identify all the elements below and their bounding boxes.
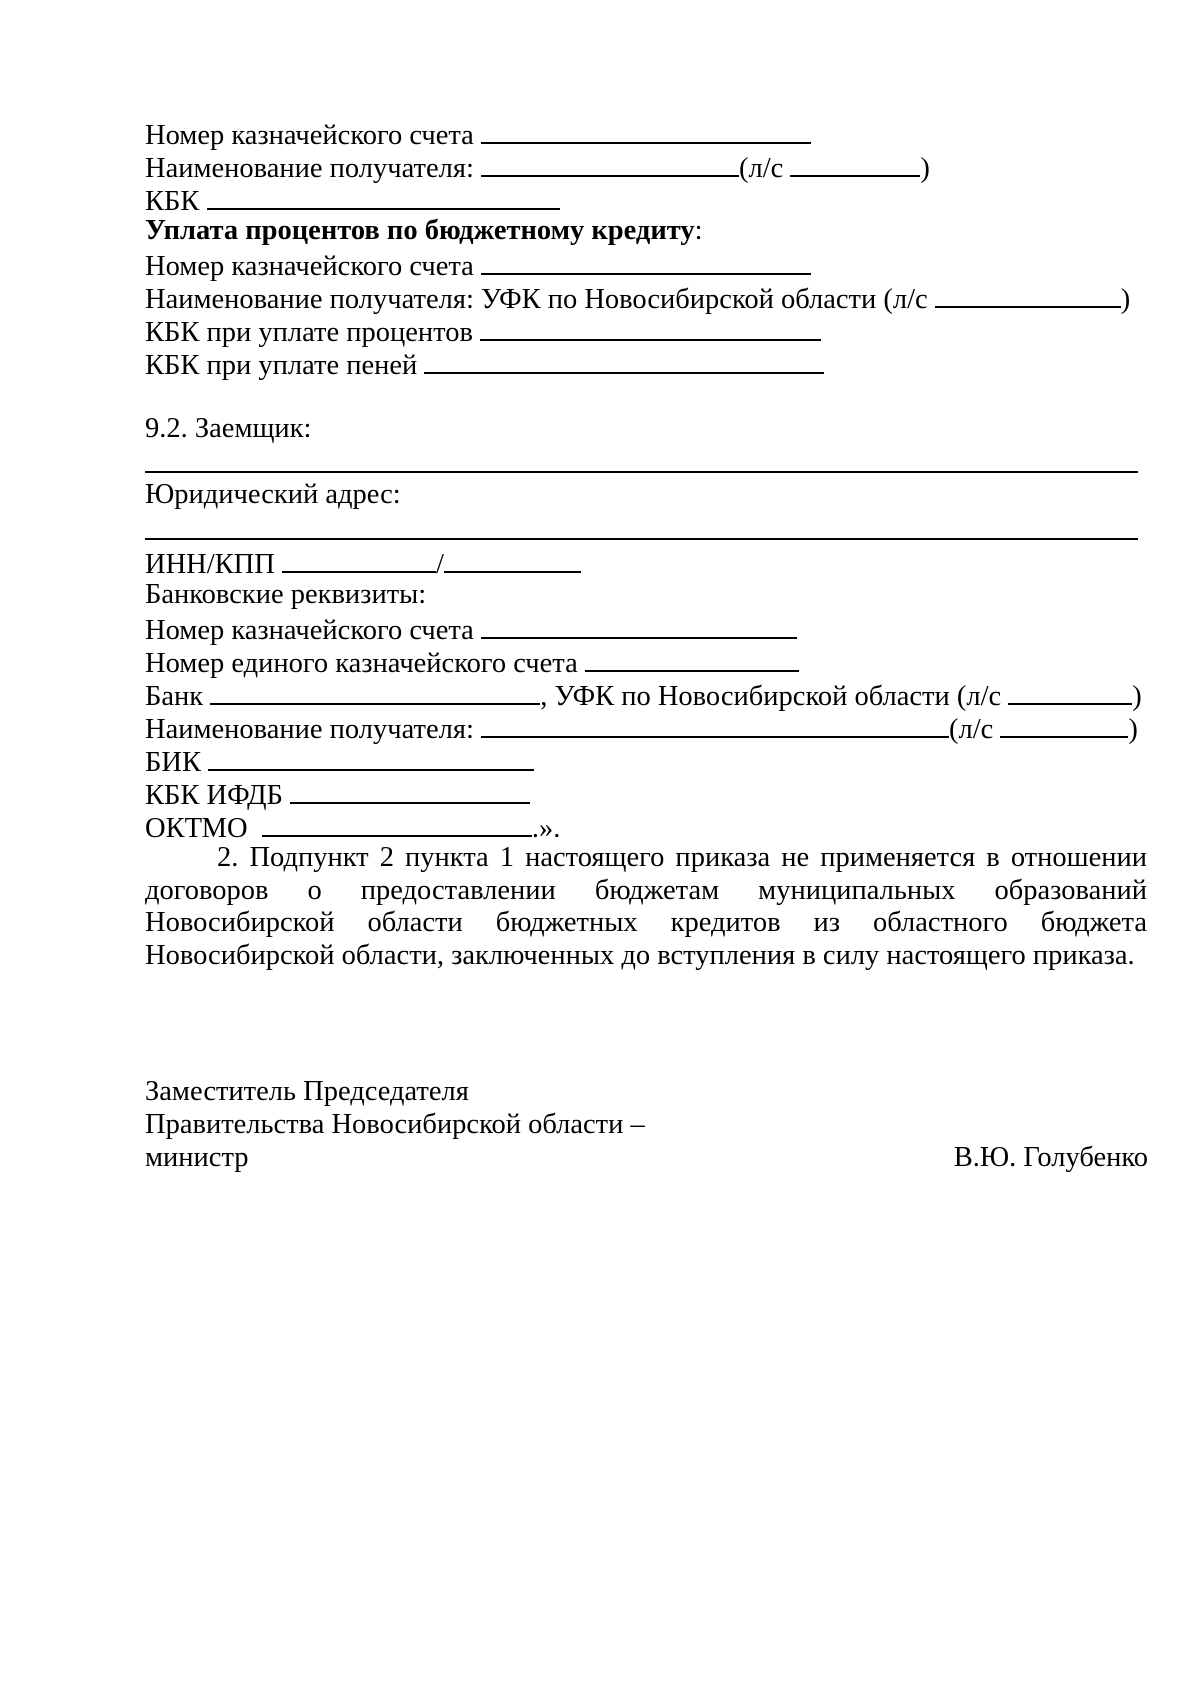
legal-address-rule — [145, 538, 1138, 540]
interest-ls-field — [935, 280, 1121, 308]
interest-recipient-label: Наименование получателя: УФК по Новосибирской области (л/с — [145, 284, 928, 315]
borrower-treasury-account-label: Номер казначейского счета — [145, 615, 474, 646]
kbk-label: КБК — [145, 186, 200, 217]
borrower-recipient-label: Наименование получателя: — [145, 714, 474, 745]
oktmo-label: ОКТМО — [145, 813, 248, 844]
treasury-account-label: Номер казначейского счета — [145, 120, 474, 151]
borrower-ls-field — [1000, 710, 1128, 738]
interest-heading-line — [145, 214, 703, 248]
interest-treasury-account-line — [145, 247, 811, 284]
kbk-penalty-field — [424, 346, 824, 374]
borrower-ls-open: (л/с — [949, 714, 994, 745]
signatory-name: В.Ю. Голубенко — [953, 1142, 1148, 1173]
kbk-ifdb-label: КБК ИФДБ — [145, 780, 283, 811]
kbk-field — [207, 182, 560, 210]
inn-kpp-slash: / — [435, 549, 444, 580]
bank-ls-close: ) — [1132, 681, 1142, 712]
oktmo-field — [262, 809, 532, 837]
unified-treasury-account-field — [585, 644, 799, 672]
bank-details-line — [145, 578, 426, 612]
signature-line-3: министр — [145, 1142, 249, 1173]
kbk-ifdb-field — [290, 776, 530, 804]
borrower-treasury-account-line — [145, 611, 797, 648]
oktmo-line — [145, 809, 560, 846]
borrower-heading-line — [145, 412, 311, 446]
kbk-interest-field — [480, 313, 821, 341]
legal-address-line — [145, 478, 401, 512]
inn-kpp-label: ИНН/КПП — [145, 549, 275, 580]
bank-details-label: Банковские реквизиты: — [145, 579, 427, 610]
bank-field — [210, 677, 540, 705]
interest-ls-close: ) — [1120, 284, 1131, 315]
interest-treasury-account-label: Номер казначейского счета — [145, 251, 474, 282]
kbk-interest-label: КБК при уплате процентов — [145, 317, 473, 348]
kbk-interest-line — [145, 313, 821, 350]
recipient-name-field — [481, 149, 739, 177]
ls-open-label: (л/с — [739, 153, 784, 184]
paragraph-2: 2. Подпункт 2 пункта 1 настоящего приказа не применяется в отношении договоров о предоставлении бюджетам муниципальных образований Новосибирской области бюджетных кредитов из областного бюджета Новосибирской области, заключенных до вступления в силу настоящего приказа. — [145, 842, 1147, 971]
legal-address-label: Юридический адрес: — [145, 479, 401, 510]
signature-line-1: Заместитель Председателя — [145, 1076, 469, 1107]
interest-treasury-account-field — [481, 247, 811, 275]
bik-field — [208, 743, 534, 771]
signature-line-2: Правительства Новосибирской области – — [145, 1109, 645, 1140]
kpp-field — [444, 545, 581, 573]
inn-kpp-line — [145, 545, 581, 582]
unified-treasury-account-line — [145, 644, 799, 681]
interest-recipient-line — [145, 280, 1130, 317]
bank-ls-field — [1008, 677, 1132, 705]
unified-treasury-account-label: Номер единого казначейского счета — [145, 648, 578, 679]
ls-field — [790, 149, 920, 177]
interest-heading: Уплата процентов по бюджетному кредиту — [145, 215, 695, 246]
treasury-account-field — [481, 116, 811, 144]
kbk-ifdb-line — [145, 776, 530, 813]
oktmo-end: .». — [531, 813, 561, 844]
borrower-recipient-line — [145, 710, 1138, 747]
borrower-treasury-account-field — [481, 611, 797, 639]
borrower-recipient-field — [481, 710, 949, 738]
recipient-name-label: Наименование получателя: — [145, 153, 474, 184]
interest-heading-colon: : — [694, 215, 703, 246]
treasury-account-line — [145, 116, 811, 153]
inn-field — [282, 545, 436, 573]
bik-line — [145, 743, 534, 780]
borrower-name-rule — [145, 471, 1138, 473]
borrower-ls-close: ) — [1128, 714, 1138, 745]
bik-label: БИК — [145, 747, 201, 778]
recipient-name-line — [145, 149, 930, 186]
kbk-penalty-label: КБК при уплате пеней — [145, 350, 418, 381]
bank-label: Банк — [145, 681, 204, 712]
bank-ufk-label: , УФК по Новосибирской области (л/с — [540, 681, 1002, 712]
borrower-heading: 9.2. Заемщик: — [145, 413, 312, 444]
bank-line — [145, 677, 1142, 714]
kbk-penalty-line — [145, 346, 824, 383]
ls-close-label: ) — [920, 153, 930, 184]
